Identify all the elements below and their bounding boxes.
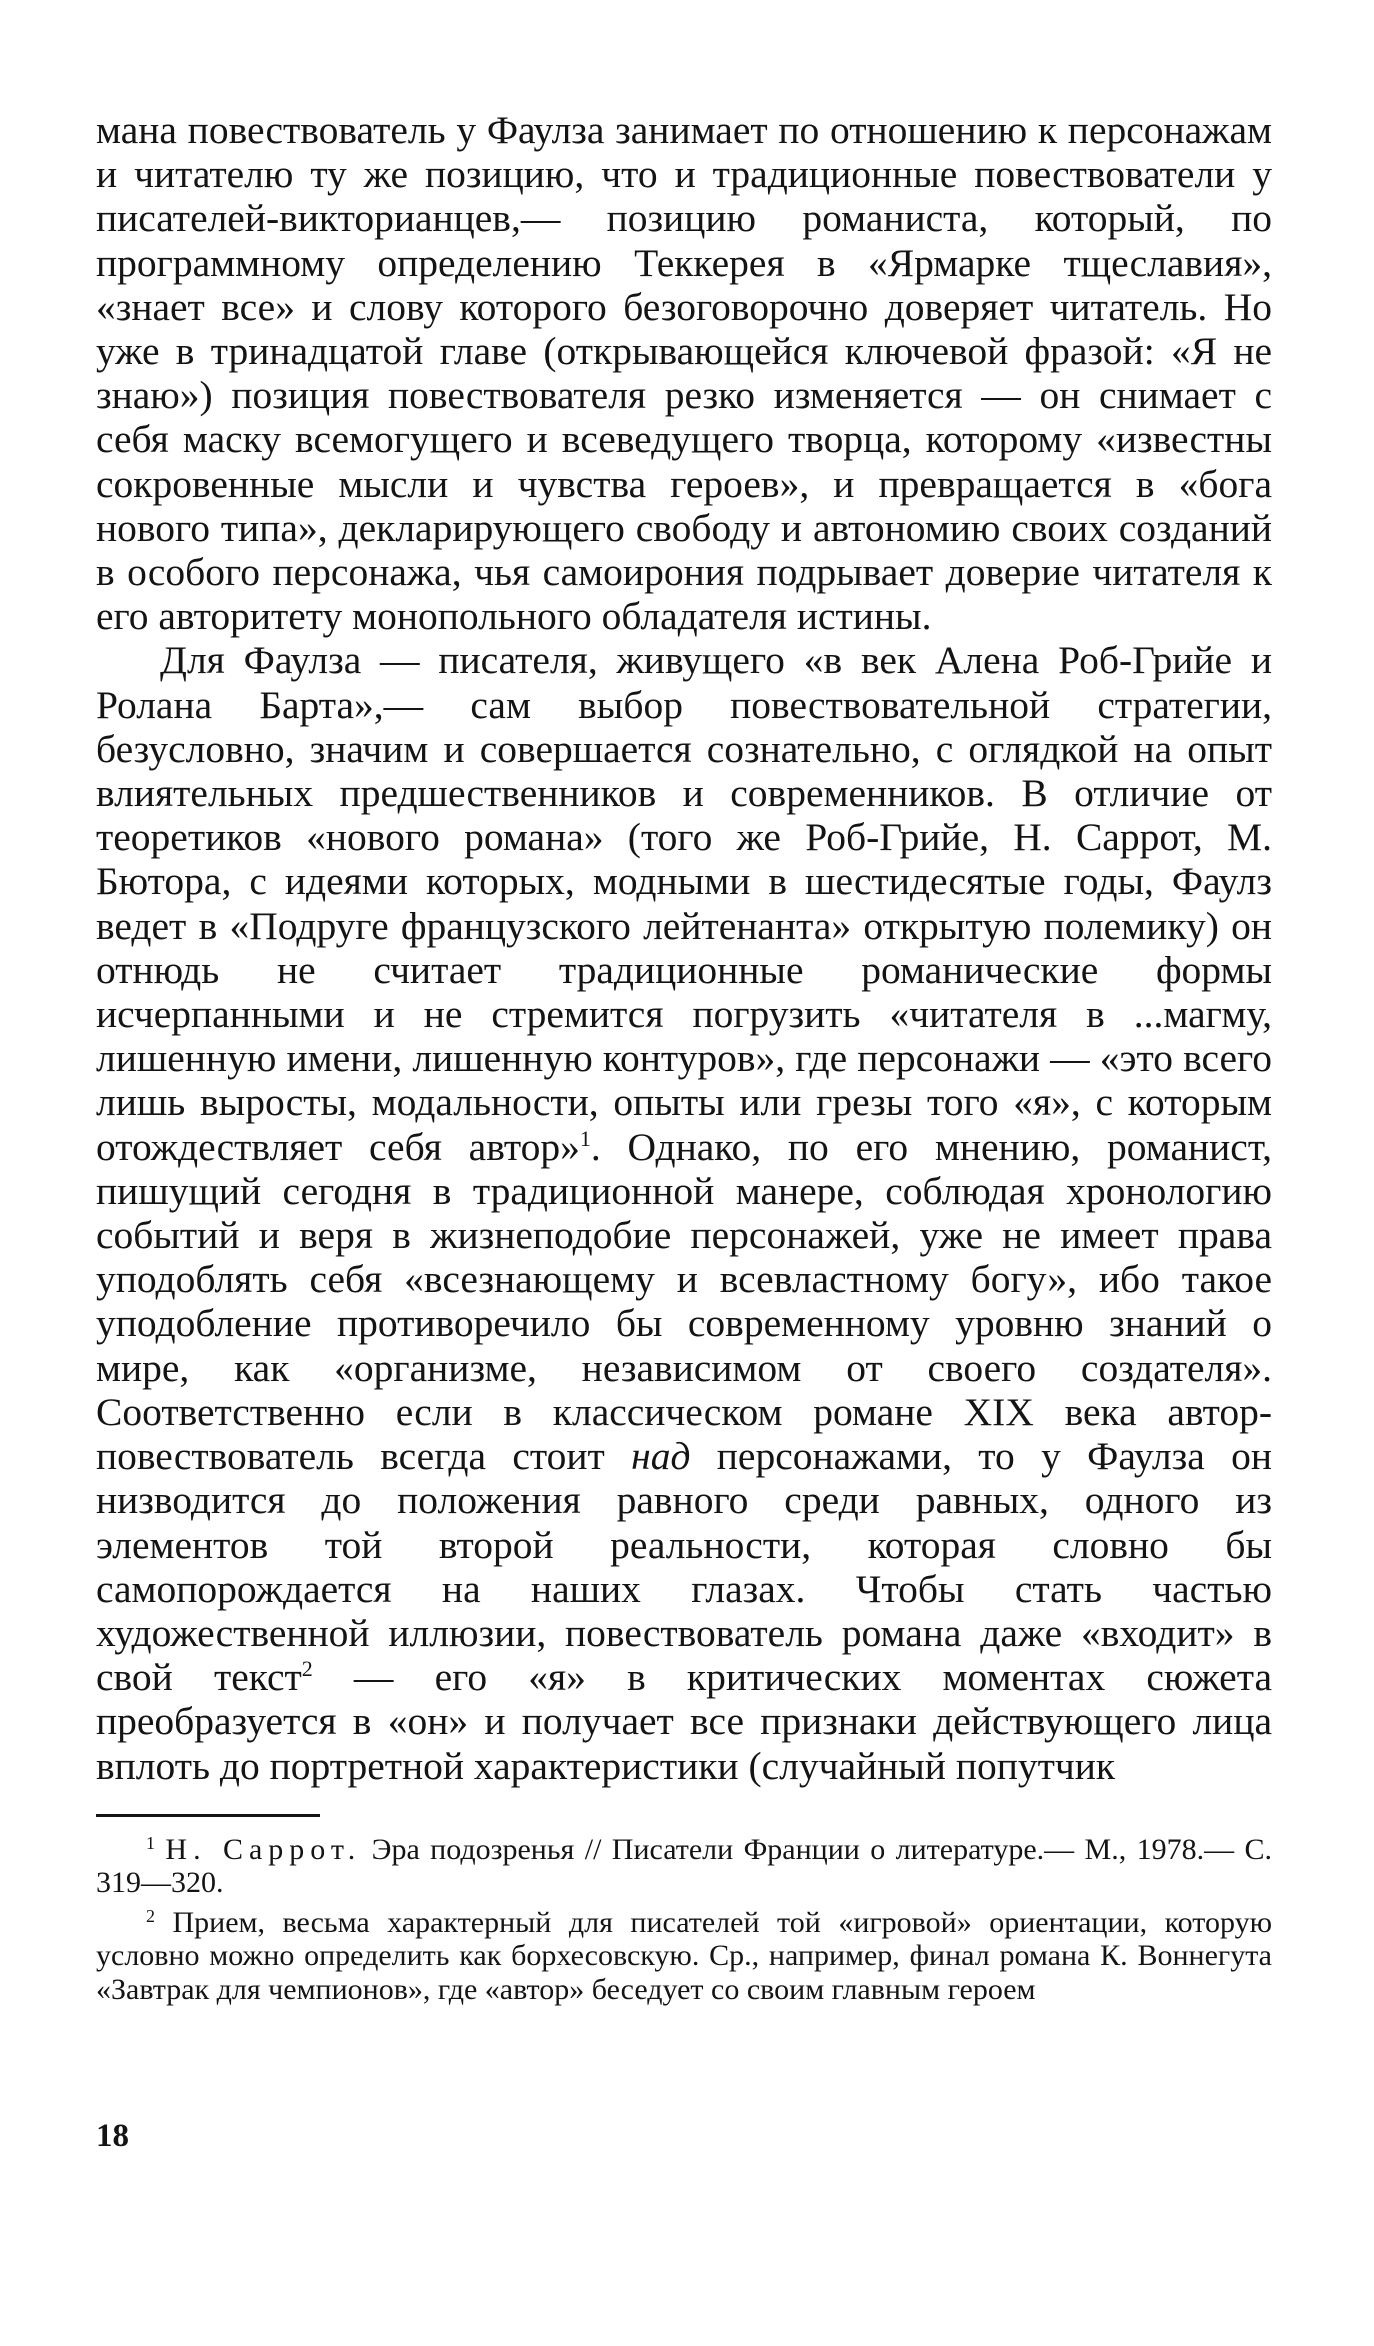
paragraph-2 — [96, 638, 1272, 1787]
paragraph-2-text-a: Для Фаулза — писателя, живущего «в век Алена Роб-Грийе и Ролана Барта»,— сам выбор повествовательной стратегии, безусловно, значим и совершается сознательно, с оглядкой на опыт влиятельных предшественников и современников. В отличие от теоретиков «нового романа» (того же Роб-Грийе, Н. Саррот, М. Бютора, с идеями которых, модными в шестидесятые годы, Фаулз ведет в «Подруге французского лейтенанта» открытую полемику) он отнюдь не считает традиционные романические формы исчерпанными и не стремится погрузить «читателя в ...магму, лишенную имени, лишенную контуров», где персонажи — «это всего лишь выросты, модальности, опыты или грезы того «я», с которым отождествляет себя автор» — [96, 638, 1272, 1169]
footnote-1-text: Эра подозренья // Писатели Франции о литературе.— М., 1978.— С. 319—320. — [96, 1832, 1273, 1900]
footnote-2-mark: 2 — [146, 1905, 155, 1926]
footnote-1-author: Н. Саррот. — [165, 1832, 362, 1866]
paragraph-2-text-b: . Однако, по его мнению, романист, пишущий сегодня в традиционной манере, соблюдая хронологию событий и веря в жизнеподобие персонажей, уже не имеет права уподоблять себя «всезнающему и всевластному богу», ибо такое уподобление противоречило бы современному уровню знаний о мире, как «организме, независимом от своего создателя». Соответственно если в классическом романе XIX века автор-повествователь всегда стоит — [96, 1124, 1272, 1479]
footnote-1 — [96, 1833, 1272, 1900]
paragraph-1: мана повествователь у Фаулза занимает по отношению к персонажам и читателю ту же позицию, что и традиционные повествователи у писателей-викторианцев,— позицию романиста, который, по программному определению Теккерея в «Ярмарке тщеславия», «знает все» и слову которого безоговорочно доверяет читатель. Но уже в тринадцатой главе (открывающейся ключевой фразой: «Я не знаю») позиция повествователя резко изменяется — он снимает с себя маску всемогущего и всеведущего творца, которому «известны сокровенные мысли и чувства героев», и превращается в «бога нового типа», декларирующего свободу и автономию своих созданий в особого персонажа, чья самоирония подрывает доверие читателя к его авторитету монопольного обладателя истины. — [96, 108, 1272, 639]
footnote-2 — [96, 1906, 1272, 2007]
footnote-divider — [96, 1814, 320, 1817]
footnote-ref-1: 1 — [579, 1125, 591, 1151]
main-text — [96, 108, 1272, 1788]
paragraph-2-text-c: персонажами, то у Фаулза он низводится до положения равного среди равных, одного из элементов той второй реальности, которая словно бы самопорождается на наших глазах. Чтобы стать частью художественной иллюзии, повествователь романа даже «входит» в свой текст — [96, 1434, 1272, 1700]
paragraph-2-text-d: — его «я» в критических моментах сюжета преобразуется в «он» и получает все признаки действующего лица вплоть до портретной характеристики (случайный попутчик — [96, 1655, 1272, 1788]
footnote-1-mark: 1 — [146, 1832, 155, 1853]
footnotes — [96, 1833, 1272, 2007]
page-number: 18 — [96, 2118, 129, 2154]
footnote-ref-2: 2 — [301, 1656, 313, 1682]
book-page — [96, 108, 1272, 2006]
footnote-2-text: Прием, весьма характерный для писателей той «игровой» ориентации, которую условно можно определить как борхесовскую. Ср., например, финал романа К. Воннегута «Завтрак для чемпионов», где «автор» беседует со своим главным героем — [96, 1905, 1272, 2006]
italic-word: над — [631, 1434, 691, 1479]
